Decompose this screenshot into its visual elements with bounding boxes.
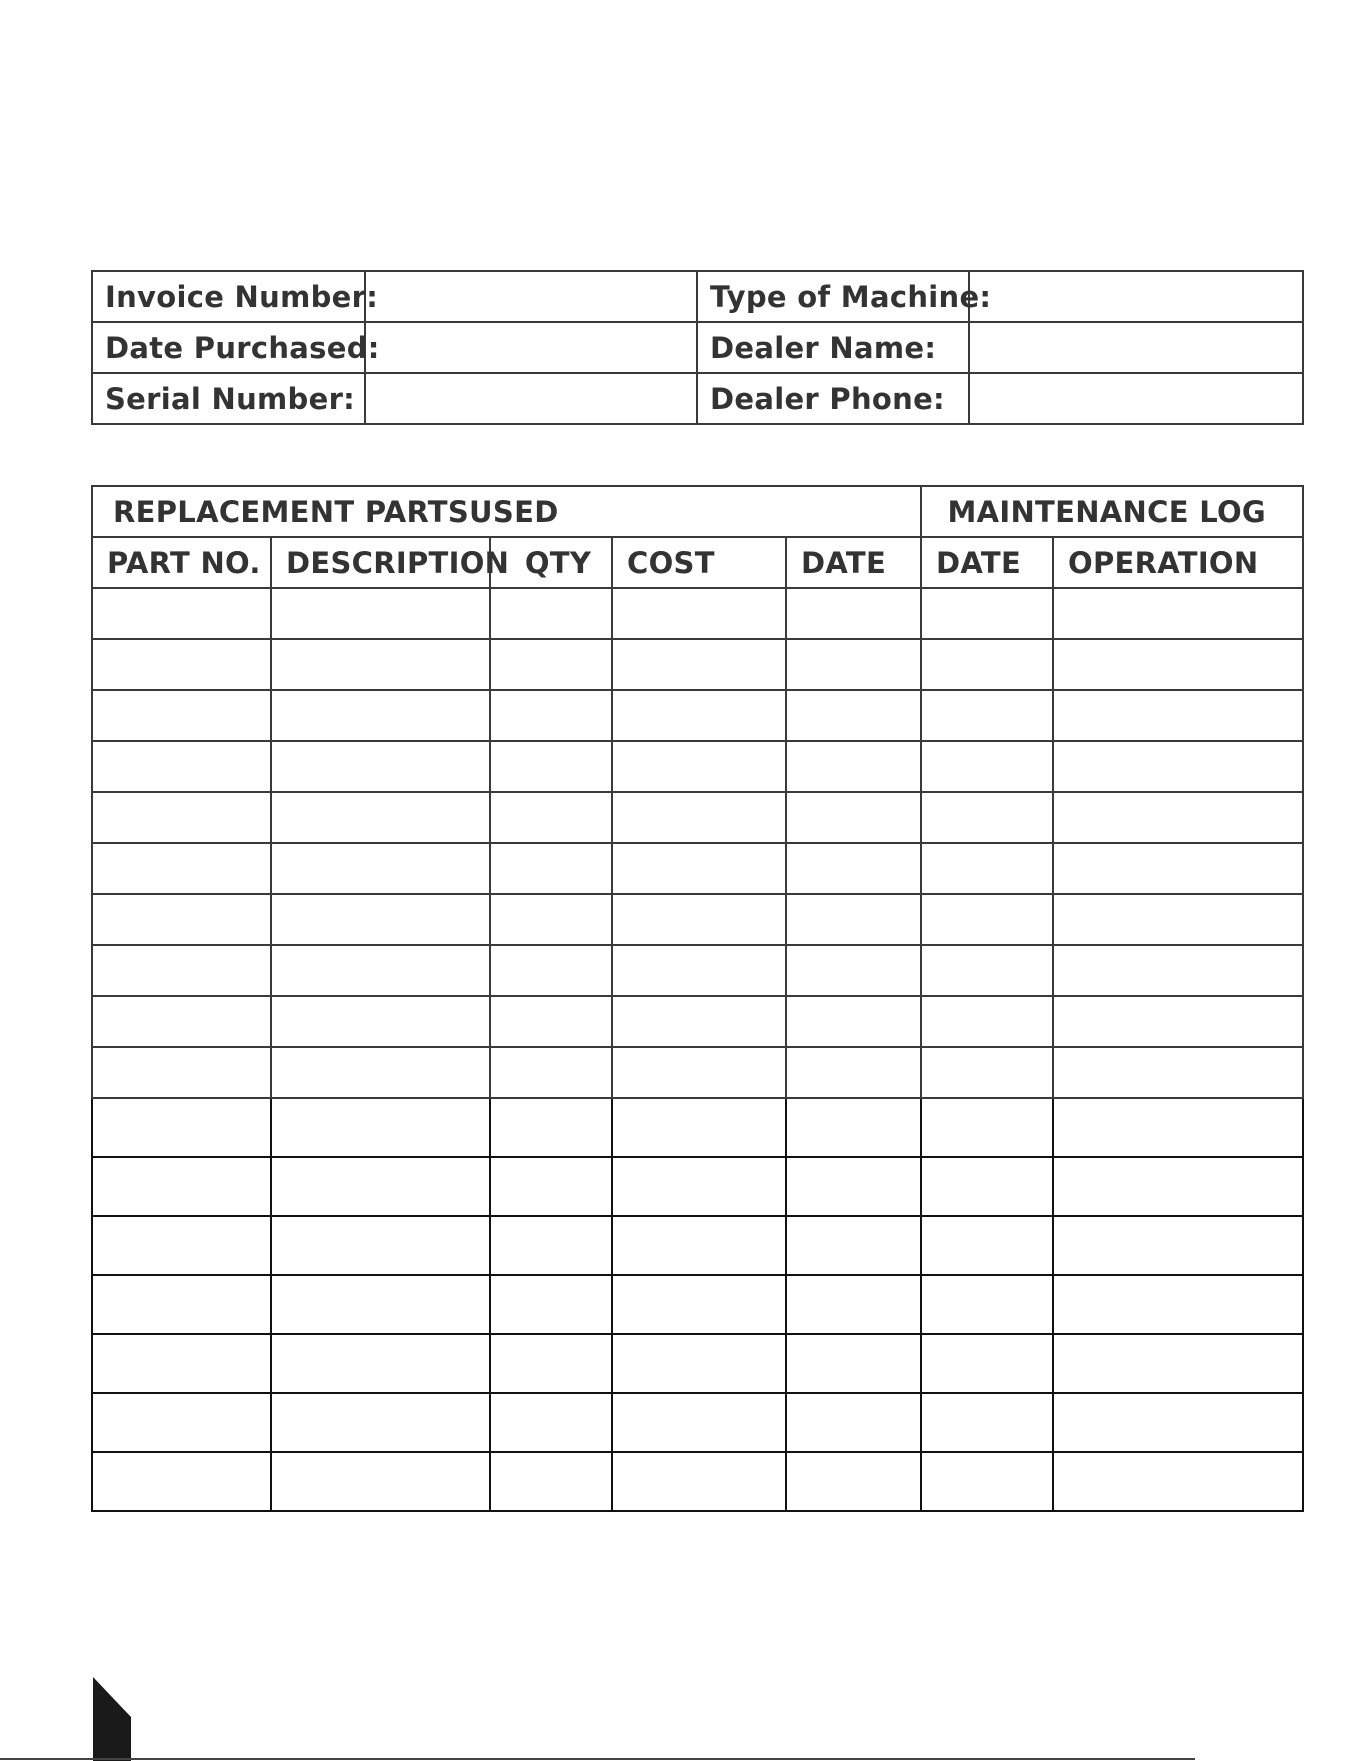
machine-type-label: Type of Machine: (697, 271, 969, 322)
cost-cell[interactable] (612, 1275, 786, 1334)
maintenance-date-cell[interactable] (921, 843, 1053, 894)
description-cell[interactable] (271, 1393, 490, 1452)
col-header-part-no: PART NO. (92, 537, 271, 588)
operation-cell[interactable] (1053, 1216, 1303, 1275)
qty-cell[interactable] (490, 945, 612, 996)
part-no-cell[interactable] (92, 1157, 271, 1216)
qty-cell[interactable] (490, 1275, 612, 1334)
log-row (92, 1334, 1303, 1393)
cost-cell[interactable] (612, 945, 786, 996)
log-row (92, 1098, 1303, 1157)
log-row (92, 945, 1303, 996)
col-header-part-date: DATE (786, 537, 921, 588)
dealer-name-label: Dealer Name: (697, 322, 969, 373)
part-date-cell[interactable] (786, 1157, 921, 1216)
operation-cell[interactable] (1053, 1047, 1303, 1098)
part-no-cell[interactable] (92, 894, 271, 945)
part-date-cell[interactable] (786, 1047, 921, 1098)
bottom-rule (0, 1758, 1195, 1760)
part-date-cell[interactable] (786, 1216, 921, 1275)
col-header-qty: QTY (490, 537, 612, 588)
part-no-cell[interactable] (92, 588, 271, 639)
log-row (92, 792, 1303, 843)
log-row (92, 1216, 1303, 1275)
log-row (92, 1157, 1303, 1216)
description-cell[interactable] (271, 945, 490, 996)
description-cell[interactable] (271, 843, 490, 894)
dealer-phone-label: Dealer Phone: (697, 373, 969, 424)
dealer-name-field[interactable] (969, 322, 1303, 373)
operation-cell[interactable] (1053, 1098, 1303, 1157)
cost-cell[interactable] (612, 843, 786, 894)
invoice-number-field[interactable] (365, 271, 697, 322)
cost-cell[interactable] (612, 588, 786, 639)
maintenance-date-cell[interactable] (921, 1275, 1053, 1334)
maintenance-date-cell[interactable] (921, 588, 1053, 639)
operation-cell[interactable] (1053, 945, 1303, 996)
qty-cell[interactable] (490, 1393, 612, 1452)
part-date-cell[interactable] (786, 996, 921, 1047)
log-row (92, 843, 1303, 894)
part-date-cell[interactable] (786, 1452, 921, 1511)
qty-cell[interactable] (490, 741, 612, 792)
serial-number-label: Serial Number: (92, 373, 365, 424)
description-cell[interactable] (271, 1157, 490, 1216)
part-date-cell[interactable] (786, 843, 921, 894)
description-cell[interactable] (271, 894, 490, 945)
maintenance-date-cell[interactable] (921, 1098, 1053, 1157)
description-cell[interactable] (271, 1098, 490, 1157)
part-no-cell[interactable] (92, 996, 271, 1047)
qty-cell[interactable] (490, 1047, 612, 1098)
dealer-phone-field[interactable] (969, 373, 1303, 424)
description-cell[interactable] (271, 588, 490, 639)
maintenance-date-cell[interactable] (921, 945, 1053, 996)
part-date-cell[interactable] (786, 894, 921, 945)
part-date-cell[interactable] (786, 1275, 921, 1334)
purchase-info-table (91, 270, 1304, 425)
maintenance-date-cell[interactable] (921, 1157, 1053, 1216)
part-date-cell[interactable] (786, 741, 921, 792)
maintenance-date-cell[interactable] (921, 996, 1053, 1047)
operation-cell[interactable] (1053, 639, 1303, 690)
qty-cell[interactable] (490, 639, 612, 690)
operation-cell[interactable] (1053, 1452, 1303, 1511)
invoice-number-label: Invoice Number: (92, 271, 365, 322)
part-no-cell[interactable] (92, 792, 271, 843)
maintenance-date-cell[interactable] (921, 639, 1053, 690)
log-row (92, 1047, 1303, 1098)
log-row (92, 996, 1303, 1047)
info-row (92, 373, 1303, 424)
part-date-cell[interactable] (786, 1098, 921, 1157)
maintenance-date-cell[interactable] (921, 792, 1053, 843)
part-no-cell[interactable] (92, 1047, 271, 1098)
description-cell[interactable] (271, 1452, 490, 1511)
description-cell[interactable] (271, 996, 490, 1047)
col-header-operation: OPERATION (1053, 537, 1303, 588)
cost-cell[interactable] (612, 1452, 786, 1511)
cost-cell[interactable] (612, 1393, 786, 1452)
qty-cell[interactable] (490, 588, 612, 639)
description-cell[interactable] (271, 741, 490, 792)
log-row (92, 741, 1303, 792)
qty-cell[interactable] (490, 1334, 612, 1393)
description-cell[interactable] (271, 639, 490, 690)
page-corner-tab (93, 1677, 133, 1761)
replacement-parts-title: REPLACEMENT PARTSUSED (92, 486, 921, 537)
description-cell[interactable] (271, 1275, 490, 1334)
qty-cell[interactable] (490, 894, 612, 945)
log-rows (92, 588, 1303, 1511)
description-cell[interactable] (271, 792, 490, 843)
col-header-cost: COST (612, 537, 786, 588)
log-row (92, 1393, 1303, 1452)
maintenance-date-cell[interactable] (921, 1452, 1053, 1511)
cost-cell[interactable] (612, 1098, 786, 1157)
part-date-cell[interactable] (786, 792, 921, 843)
qty-cell[interactable] (490, 1157, 612, 1216)
maintenance-log-title: MAINTENANCE LOG (921, 486, 1303, 537)
part-no-cell[interactable] (92, 1216, 271, 1275)
cost-cell[interactable] (612, 792, 786, 843)
part-date-cell[interactable] (786, 1393, 921, 1452)
log-row (92, 639, 1303, 690)
log-row (92, 690, 1303, 741)
cost-cell[interactable] (612, 996, 786, 1047)
maintenance-date-cell[interactable] (921, 1334, 1053, 1393)
serial-number-field[interactable] (365, 373, 697, 424)
qty-cell[interactable] (490, 1452, 612, 1511)
description-cell[interactable] (271, 690, 490, 741)
date-purchased-field[interactable] (365, 322, 697, 373)
part-date-cell[interactable] (786, 690, 921, 741)
part-no-cell[interactable] (92, 1098, 271, 1157)
operation-cell[interactable] (1053, 996, 1303, 1047)
cost-cell[interactable] (612, 1334, 786, 1393)
part-no-cell[interactable] (92, 1393, 271, 1452)
cost-cell[interactable] (612, 1047, 786, 1098)
date-purchased-label: Date Purchased: (92, 322, 365, 373)
info-row (92, 322, 1303, 373)
part-no-cell[interactable] (92, 1452, 271, 1511)
operation-cell[interactable] (1053, 1275, 1303, 1334)
operation-cell[interactable] (1053, 588, 1303, 639)
operation-cell[interactable] (1053, 690, 1303, 741)
part-date-cell[interactable] (786, 639, 921, 690)
operation-cell[interactable] (1053, 741, 1303, 792)
log-row (92, 1452, 1303, 1511)
maintenance-date-cell[interactable] (921, 1216, 1053, 1275)
part-no-cell[interactable] (92, 1275, 271, 1334)
operation-cell[interactable] (1053, 792, 1303, 843)
cost-cell[interactable] (612, 1157, 786, 1216)
parts-maintenance-log-table (91, 485, 1304, 1512)
operation-cell[interactable] (1053, 894, 1303, 945)
cost-cell[interactable] (612, 1216, 786, 1275)
operation-cell[interactable] (1053, 1157, 1303, 1216)
machine-type-field[interactable] (969, 271, 1303, 322)
maintenance-date-cell[interactable] (921, 894, 1053, 945)
section-header-row (92, 486, 1303, 537)
info-row (92, 271, 1303, 322)
cost-cell[interactable] (612, 639, 786, 690)
maintenance-date-cell[interactable] (921, 1393, 1053, 1452)
qty-cell[interactable] (490, 1098, 612, 1157)
log-row (92, 1275, 1303, 1334)
qty-cell[interactable] (490, 792, 612, 843)
part-no-cell[interactable] (92, 843, 271, 894)
description-cell[interactable] (271, 1216, 490, 1275)
qty-cell[interactable] (490, 843, 612, 894)
part-no-cell[interactable] (92, 639, 271, 690)
part-date-cell[interactable] (786, 588, 921, 639)
log-row (92, 588, 1303, 639)
part-date-cell[interactable] (786, 945, 921, 996)
operation-cell[interactable] (1053, 843, 1303, 894)
operation-cell[interactable] (1053, 1393, 1303, 1452)
part-no-cell[interactable] (92, 1334, 271, 1393)
operation-cell[interactable] (1053, 1334, 1303, 1393)
part-date-cell[interactable] (786, 1334, 921, 1393)
part-no-cell[interactable] (92, 690, 271, 741)
cost-cell[interactable] (612, 741, 786, 792)
log-row (92, 894, 1303, 945)
maintenance-date-cell[interactable] (921, 1047, 1053, 1098)
maintenance-date-cell[interactable] (921, 741, 1053, 792)
qty-cell[interactable] (490, 690, 612, 741)
cost-cell[interactable] (612, 690, 786, 741)
part-no-cell[interactable] (92, 741, 271, 792)
col-header-maintenance-date: DATE (921, 537, 1053, 588)
col-header-description: DESCRIPTION (271, 537, 490, 588)
qty-cell[interactable] (490, 1216, 612, 1275)
description-cell[interactable] (271, 1047, 490, 1098)
cost-cell[interactable] (612, 894, 786, 945)
maintenance-date-cell[interactable] (921, 690, 1053, 741)
qty-cell[interactable] (490, 996, 612, 1047)
part-no-cell[interactable] (92, 945, 271, 996)
column-header-row (92, 537, 1303, 588)
description-cell[interactable] (271, 1334, 490, 1393)
